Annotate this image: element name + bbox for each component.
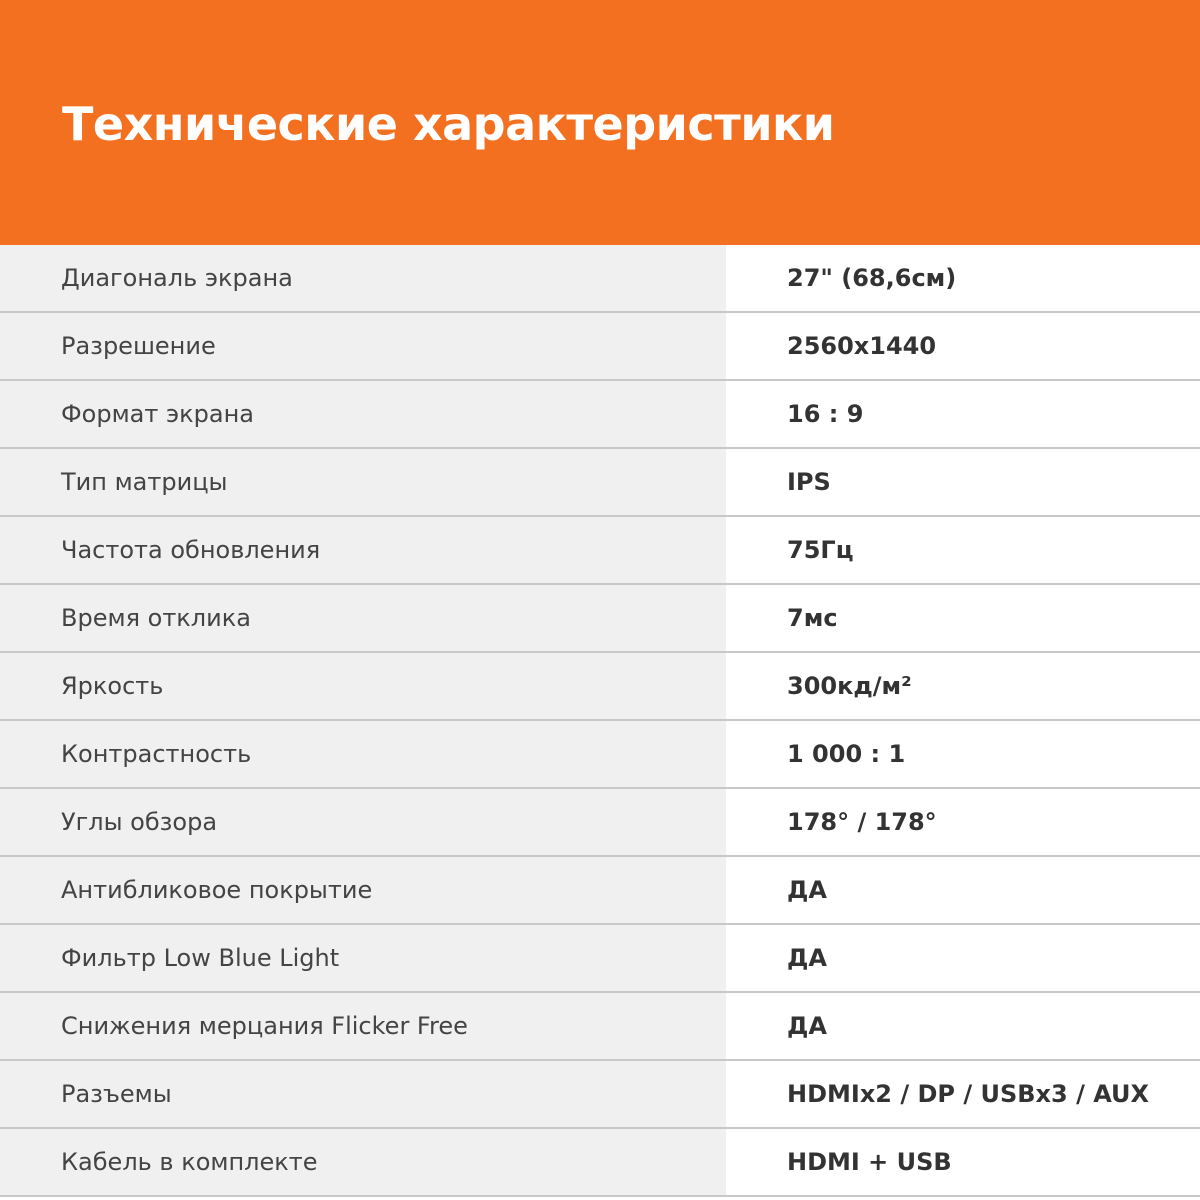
- spec-label: Тип матрицы: [0, 449, 726, 515]
- spec-value: 2560x1440: [726, 313, 1200, 379]
- spec-label: Яркость: [0, 653, 726, 719]
- spec-value: 300кд/м²: [726, 653, 1200, 719]
- spec-value: 16 : 9: [726, 381, 1200, 447]
- spec-value: ДА: [726, 993, 1200, 1059]
- spec-value: HDMIx2 / DP / USBx3 / AUX: [726, 1061, 1200, 1127]
- spec-label: Частота обновления: [0, 517, 726, 583]
- spec-table: [0, 245, 1200, 1197]
- spec-label: Антибликовое покрытие: [0, 857, 726, 923]
- spec-value: IPS: [726, 449, 1200, 515]
- spec-value: ДА: [726, 857, 1200, 923]
- spec-label: Разъемы: [0, 1061, 726, 1127]
- spec-value: 1 000 : 1: [726, 721, 1200, 787]
- table-row: [0, 1129, 1200, 1197]
- table-row: [0, 381, 1200, 449]
- spec-label: Снижения мерцания Flicker Free: [0, 993, 726, 1059]
- table-row: [0, 789, 1200, 857]
- spec-value: 75Гц: [726, 517, 1200, 583]
- table-row: [0, 313, 1200, 381]
- table-row: [0, 585, 1200, 653]
- spec-label: Углы обзора: [0, 789, 726, 855]
- spec-value: 27" (68,6см): [726, 245, 1200, 311]
- spec-value: HDMI + USB: [726, 1129, 1200, 1195]
- spec-label: Формат экрана: [0, 381, 726, 447]
- spec-value: 178° / 178°: [726, 789, 1200, 855]
- table-row: [0, 857, 1200, 925]
- spec-label: Кабель в комплекте: [0, 1129, 726, 1195]
- table-row: [0, 1061, 1200, 1129]
- spec-label: Диагональ экрана: [0, 245, 726, 311]
- page-title: Технические характеристики: [62, 97, 835, 151]
- spec-label: Контрастность: [0, 721, 726, 787]
- table-row: [0, 653, 1200, 721]
- table-row: [0, 245, 1200, 313]
- spec-value: 7мс: [726, 585, 1200, 651]
- table-row: [0, 925, 1200, 993]
- spec-label: Разрешение: [0, 313, 726, 379]
- table-row: [0, 721, 1200, 789]
- spec-label: Фильтр Low Blue Light: [0, 925, 726, 991]
- table-row: [0, 993, 1200, 1061]
- spec-value: ДА: [726, 925, 1200, 991]
- header-banner: [0, 0, 1200, 245]
- spec-label: Время отклика: [0, 585, 726, 651]
- table-row: [0, 517, 1200, 585]
- table-row: [0, 449, 1200, 517]
